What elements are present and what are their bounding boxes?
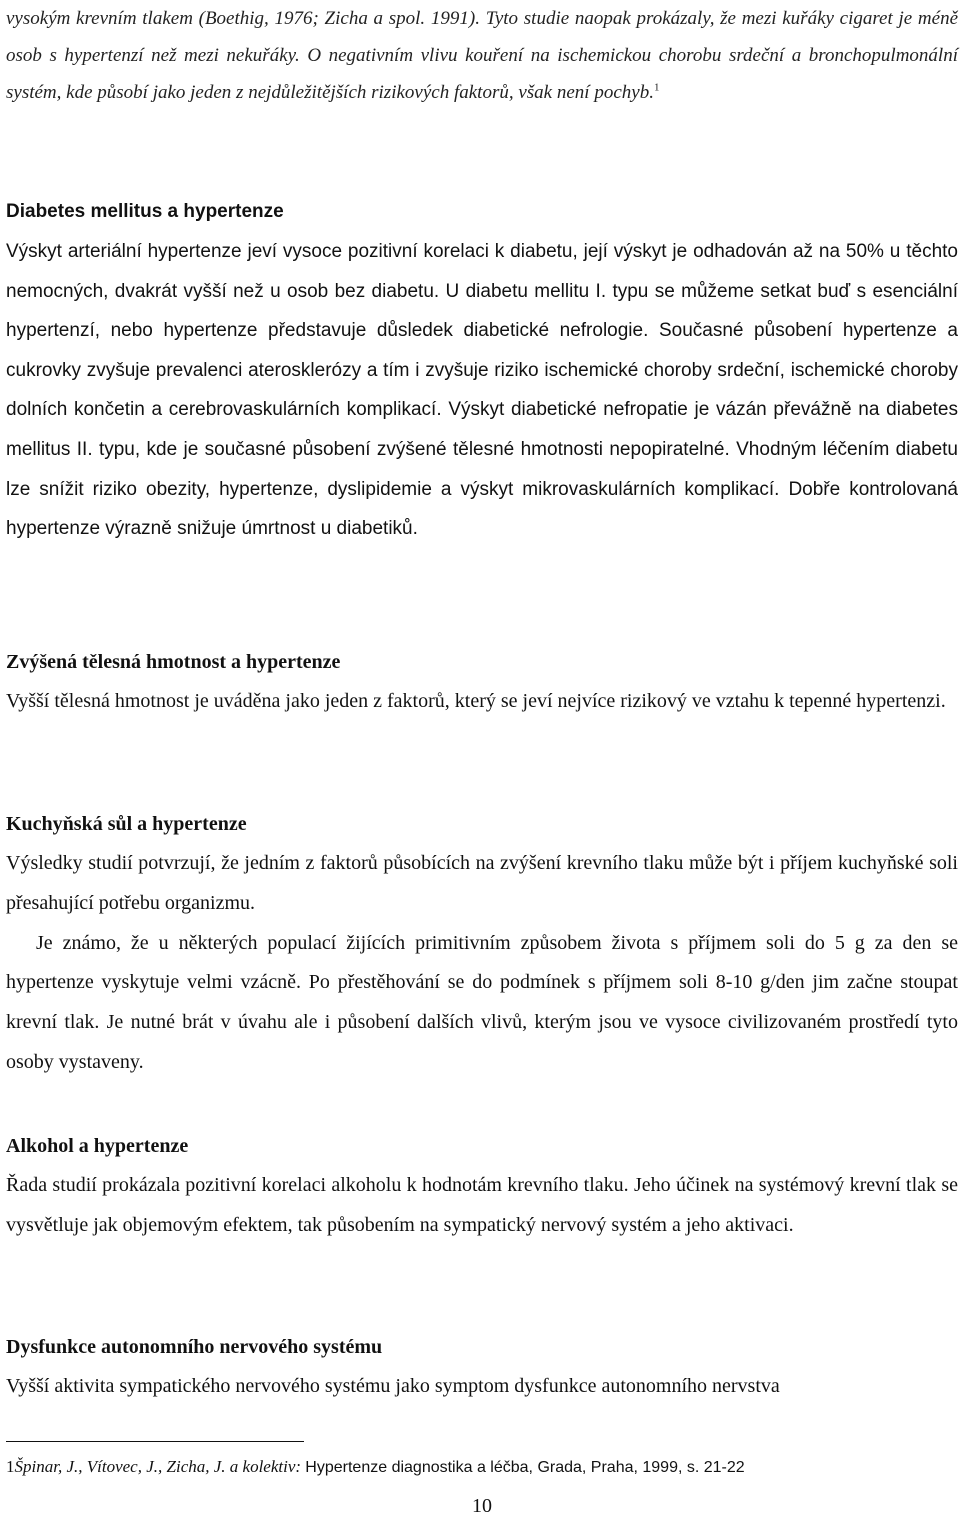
- section-heading: Diabetes mellitus a hypertenze: [6, 201, 284, 222]
- footnote: [6, 1455, 745, 1480]
- section-body-weight: [6, 650, 958, 722]
- section-heading: Kuchyňská sůl a hypertenze: [6, 813, 247, 835]
- section-kitchen-salt: [6, 812, 958, 1083]
- section-heading: Dysfunkce autonomního nervového systému: [6, 1336, 383, 1358]
- intro-paragraph: [6, 0, 958, 111]
- section-alcohol: [6, 1134, 958, 1246]
- section-paragraph: Výsledky studií potvrzují, že jedním z faktorů působících na zvýšení krevního tlaku může být i příjem kuchyňské soli přesahující potřebu organizmu.: [6, 852, 958, 914]
- section-autonomic-dysfunction: [6, 1335, 958, 1407]
- intro-paragraph-block: [6, 0, 958, 111]
- section-paragraph: Řada studií prokázala pozitivní korelaci alkoholu k hodnotám krevního tlaku. Jeho účinek na systémový krevní tlak se vysvětluje jak objemovým efektem, tak působením na sympatický nervový systém a jeho aktivaci.: [6, 1174, 958, 1236]
- section-heading: Zvýšená tělesná hmotnost a hypertenze: [6, 651, 341, 673]
- section-diabetes: [6, 200, 958, 549]
- footnote-number: 1: [6, 1457, 15, 1476]
- footnote-reference: 1: [653, 81, 660, 94]
- footnote-authors: Špinar, J., Vítovec, J., Zicha, J. a kolektiv:: [14, 1457, 302, 1476]
- section-heading: Alkohol a hypertenze: [6, 1135, 189, 1157]
- footnote-divider: [6, 1441, 304, 1442]
- footnote-source: Hypertenze diagnostika a léčba, Grada, Praha, 1999, s. 21-22: [305, 1459, 745, 1476]
- section-paragraph: Je známo, že u některých populací žijících primitivním způsobem života s příjmem soli do 5 g za den se hypertenze vyskytuje velmi vzácně. Po přestěhování se do podmínek s příjmem soli 8-10 g/den jim začne stoupat krevní tlak. Je nutné brát v úvahu ale i působení dalších vlivů, kterým jsou ve vysoce civilizovaném prostředí tyto osoby vystaveny.: [6, 931, 958, 1073]
- section-paragraph: Vyšší tělesná hmotnost je uváděna jako jeden z faktorů, který se jeví nejvíce rizikový ve vztahu k tepenné hypertenzi.: [6, 690, 946, 712]
- section-paragraph: Vyšší aktivita sympatického nervového systému jako symptom dysfunkce autonomního nervstva: [6, 1375, 780, 1397]
- section-paragraph: Výskyt arteriální hypertenze jeví vysoce pozitivní korelaci k diabetu, její výskyt je odhadován až na 50% u těchto nemocných, dvakrát vyšší než u osob bez diabetu. U diabetu mellitu I. typu se můžeme setkat buď s esenciální hypertenzí, nebo hypertenze představuje důsledek diabetické nefrologie. Současné působení hypertenze a cukrovky zvyšuje prevalenci aterosklerózy a tím i zvyšuje riziko ischemické choroby srdeční, ischemické choroby dolních končetin a cerebrovaskulárních komplikací. Výskyt diabetické nefropatie je vázán převážně na diabetes mellitus II. typu, kde je současné působení zvýšené tělesné hmotnosti nepopiratelné. Vhodným léčením diabetu lze snížit riziko obezity, hypertenze, dyslipidemie a výskyt mikrovaskulárních komplikací. Dobře kontrolovaná hypertenze výrazně snižuje úmrtnost u diabetiků.: [6, 241, 958, 540]
- document-page: [6, 0, 958, 1518]
- page-number: 10: [472, 1495, 492, 1517]
- intro-text: vysokým krevním tlakem (Boethig, 1976; Zicha a spol. 1991). Tyto studie naopak prokázaly, že mezi kuřáky cigaret je méně osob s hypertenzí než mezi nekuřáky. O negativním vlivu kouření na ischemickou chorobu srdeční a bronchopulmonální systém, kde působí jako jeden z nejdůležitějších rizikových faktorů, však není pochyb.: [6, 8, 958, 103]
